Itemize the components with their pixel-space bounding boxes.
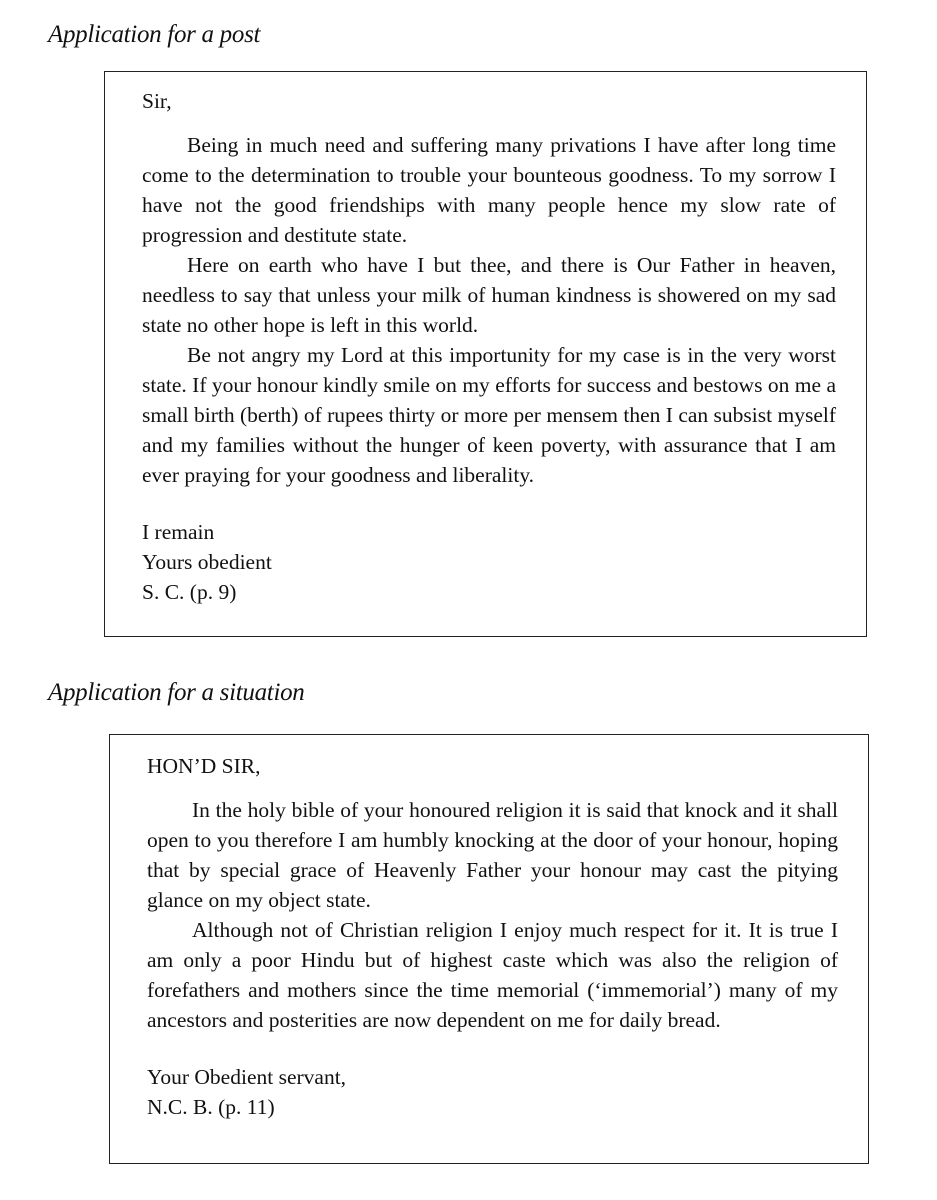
letter-1-paragraph-1: Being in much need and suffering many privations I have after long time come to the determination to trouble your bounteous goodness. To my sorrow I have not the good friendships with many people hence my slow rate of progression and destitute state. — [142, 133, 836, 247]
letter-1-salutation: Sir, — [142, 89, 172, 113]
letter-1-closing-line: I remain — [142, 520, 215, 544]
letter-1-paragraph-2: Here on earth who have I but thee, and there is Our Father in heaven, needless to say that unless your milk of human kindness is showered on my sad state no other hope is left in this world. — [142, 253, 836, 337]
letter-2-paragraph-1: In the holy bible of your honoured religion it is said that knock and it shall open to you therefore I am humbly knocking at the door of your honour, hoping that by special grace of Heavenly Father your honour may cast the pitying glance on my object state. — [147, 798, 838, 912]
letter-2-paragraph-2: Although not of Christian religion I enjoy much respect for it. It is true I am only a poor Hindu but of highest caste which was also the religion of forefathers and mothers since the time memorial (‘immemorial’) many of my ancestors and posterities are now dependent on me for daily bread. — [147, 918, 838, 1032]
letter-2-signature: N.C. B. (p. 11) — [147, 1095, 275, 1119]
letter-1-signature: S. C. (p. 9) — [142, 580, 237, 604]
letter-2-salutation: HON’D SIR, — [147, 754, 261, 778]
letter-1-paragraph-3: Be not angry my Lord at this importunity for my case is in the very worst state. If your honour kindly smile on my efforts for success and bestows on me a small birth (berth) of rupees thirty or more per mensem then I can subsist myself and my families without the hunger of keen poverty, with assurance that I am ever praying for your goodness and liberality. — [142, 343, 836, 487]
letter-2-heading: Application for a situation — [48, 679, 305, 706]
letter-1-box — [104, 71, 867, 637]
letter-2-closing-line: Your Obedient servant, — [147, 1065, 347, 1089]
letter-1-heading: Application for a post — [48, 21, 261, 48]
letter-1-closing-line: Yours obedient — [142, 550, 272, 574]
letter-2-box — [109, 734, 869, 1164]
